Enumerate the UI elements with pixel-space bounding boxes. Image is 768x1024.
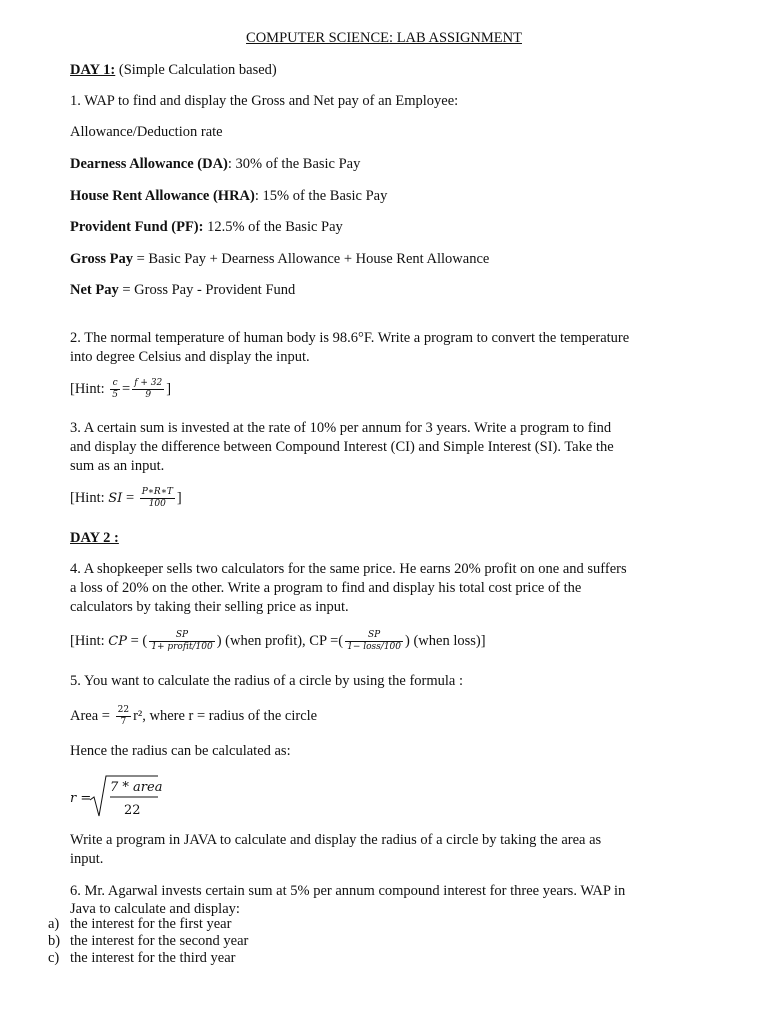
gross-desc: = Basic Pay + Dearness Allowance + House Rent Allowance bbox=[132, 251, 490, 267]
q3-hint-suffix: ] bbox=[176, 489, 182, 506]
hra-term: House Rent Allowance (HRA) bbox=[70, 188, 255, 204]
list-item bbox=[48, 950, 235, 967]
q6-line2: Java to calculate and display: bbox=[70, 901, 240, 917]
q1-net bbox=[70, 281, 684, 300]
list-text: the interest for the third year bbox=[70, 950, 236, 966]
sqrt-denominator: 22 bbox=[124, 803, 141, 818]
q1-hra bbox=[70, 187, 684, 206]
q5-line4: Write a program in JAVA to calculate and display the radius of a circle by taking the area as bbox=[70, 832, 602, 848]
si-symbol: SI bbox=[108, 490, 123, 506]
fraction-c-over-5 bbox=[110, 378, 120, 401]
frac-den: 7 bbox=[116, 716, 131, 728]
frac-den: 1− loss/100 bbox=[347, 642, 401, 652]
area-prefix: Area bbox=[70, 707, 102, 724]
q1-pf bbox=[70, 218, 684, 237]
q2-hint bbox=[70, 378, 684, 401]
frac-den: 9 bbox=[132, 389, 164, 401]
radius-formula bbox=[70, 772, 190, 822]
hra-desc: : 15% of the Basic Pay bbox=[254, 188, 388, 204]
q5-line5: input. bbox=[70, 851, 104, 867]
gross-term: Gross Pay bbox=[70, 251, 133, 267]
frac-den: 5 bbox=[112, 390, 118, 400]
q3-line3: sum as an input. bbox=[70, 458, 165, 474]
list-text: the interest for the first year bbox=[70, 916, 232, 932]
frac-num: 22 bbox=[117, 705, 130, 715]
q4-line2: a loss of 20% on the other. Write a program to find and display his total cost price of the bbox=[70, 580, 582, 596]
day2-heading bbox=[70, 529, 684, 548]
q5-area-formula bbox=[70, 705, 684, 728]
da-term: Dearness Allowance (DA) bbox=[70, 156, 228, 172]
q4-profit-suffix: ) (when profit), CP =( bbox=[216, 632, 344, 649]
list-marker: a) bbox=[48, 916, 60, 932]
fraction-sp-over-profit bbox=[149, 630, 214, 653]
net-term: Net Pay bbox=[70, 282, 119, 298]
q2-hint-suffix: ] bbox=[166, 380, 172, 397]
q6-line1: 6. Mr. Agarwal invests certain sum at 5% per annum compound interest for three years. WAP in bbox=[70, 883, 626, 899]
day1-label: DAY 1: bbox=[70, 62, 116, 78]
day2-label: DAY 2 : bbox=[70, 530, 119, 546]
q1-da bbox=[70, 155, 684, 174]
q2-line2: into degree Celsius and display the input. bbox=[70, 349, 310, 365]
q3-line1: 3. A certain sum is invested at the rate of 10% per annum for 3 years. Write a program to find bbox=[70, 420, 612, 436]
q1-gross bbox=[70, 250, 684, 269]
q4-loss-suffix: ) (when loss)] bbox=[405, 632, 486, 649]
frac-num: c bbox=[112, 378, 118, 388]
q4-eq: = ( bbox=[126, 632, 148, 649]
list-marker: c) bbox=[48, 950, 60, 966]
fraction-f-plus-32-over-9 bbox=[132, 378, 164, 401]
q3-hint-prefix: [Hint: bbox=[70, 489, 109, 506]
page-title: COMPUTER SCIENCE: LAB ASSIGNMENT bbox=[246, 30, 522, 46]
frac-den: 1+ profit/100 bbox=[151, 642, 213, 652]
da-desc: : 30% of the Basic Pay bbox=[227, 156, 361, 172]
list-text: the interest for the second year bbox=[70, 933, 249, 949]
frac-num: P∗R∗T bbox=[141, 487, 173, 497]
frac-num: SP bbox=[175, 630, 189, 640]
pf-term: Provident Fund (PF): bbox=[70, 219, 204, 235]
list-marker: b) bbox=[48, 933, 61, 949]
equals-sign: = bbox=[101, 707, 114, 724]
area-suffix: r², where r = radius of the circle bbox=[133, 707, 318, 724]
day1-heading bbox=[70, 61, 684, 80]
cp-symbol: CP bbox=[108, 633, 127, 649]
sqrt-numerator: 7 * area bbox=[110, 780, 163, 795]
fraction-prt-over-100 bbox=[140, 487, 175, 510]
q5-hence: Hence the radius can be calculated as: bbox=[70, 743, 291, 759]
q2-line1: 2. The normal temperature of human body is 98.6°F. Write a program to convert the temperature bbox=[70, 330, 630, 346]
fraction-sp-over-loss bbox=[345, 630, 403, 653]
q5-line1: 5. You want to calculate the radius of a circle by using the formula : bbox=[70, 673, 464, 689]
r-equals: r = bbox=[70, 791, 92, 806]
day1-note: (Simple Calculation based) bbox=[115, 62, 277, 78]
fraction-22-over-7 bbox=[116, 705, 131, 728]
list-item bbox=[48, 933, 248, 950]
q1-text: 1. WAP to find and display the Gross and Net pay of an Employee: bbox=[70, 93, 459, 109]
q3-hint bbox=[70, 487, 684, 510]
frac-num: SP bbox=[367, 630, 381, 640]
equals-sign: = bbox=[122, 380, 131, 397]
frac-num: f + 32 bbox=[134, 378, 163, 388]
list-item bbox=[48, 916, 231, 933]
q4-line1: 4. A shopkeeper sells two calculators for the same price. He earns 20% profit on one and suffers bbox=[70, 561, 627, 577]
q1-sub: Allowance/Deduction rate bbox=[70, 124, 223, 140]
frac-den: 100 bbox=[140, 498, 175, 510]
q4-hint-prefix: [Hint: bbox=[70, 632, 109, 649]
q2-hint-prefix: [Hint: bbox=[70, 380, 109, 397]
q3-line2: and display the difference between Compound Interest (CI) and Simple Interest (SI). Take the bbox=[70, 439, 614, 455]
net-desc: = Gross Pay - Provident Fund bbox=[118, 282, 296, 298]
pf-desc: 12.5% of the Basic Pay bbox=[203, 219, 343, 235]
q4-hint bbox=[70, 630, 684, 653]
equals-sign: = bbox=[122, 489, 138, 506]
q4-line3: calculators by taking their selling price as input. bbox=[70, 599, 349, 615]
